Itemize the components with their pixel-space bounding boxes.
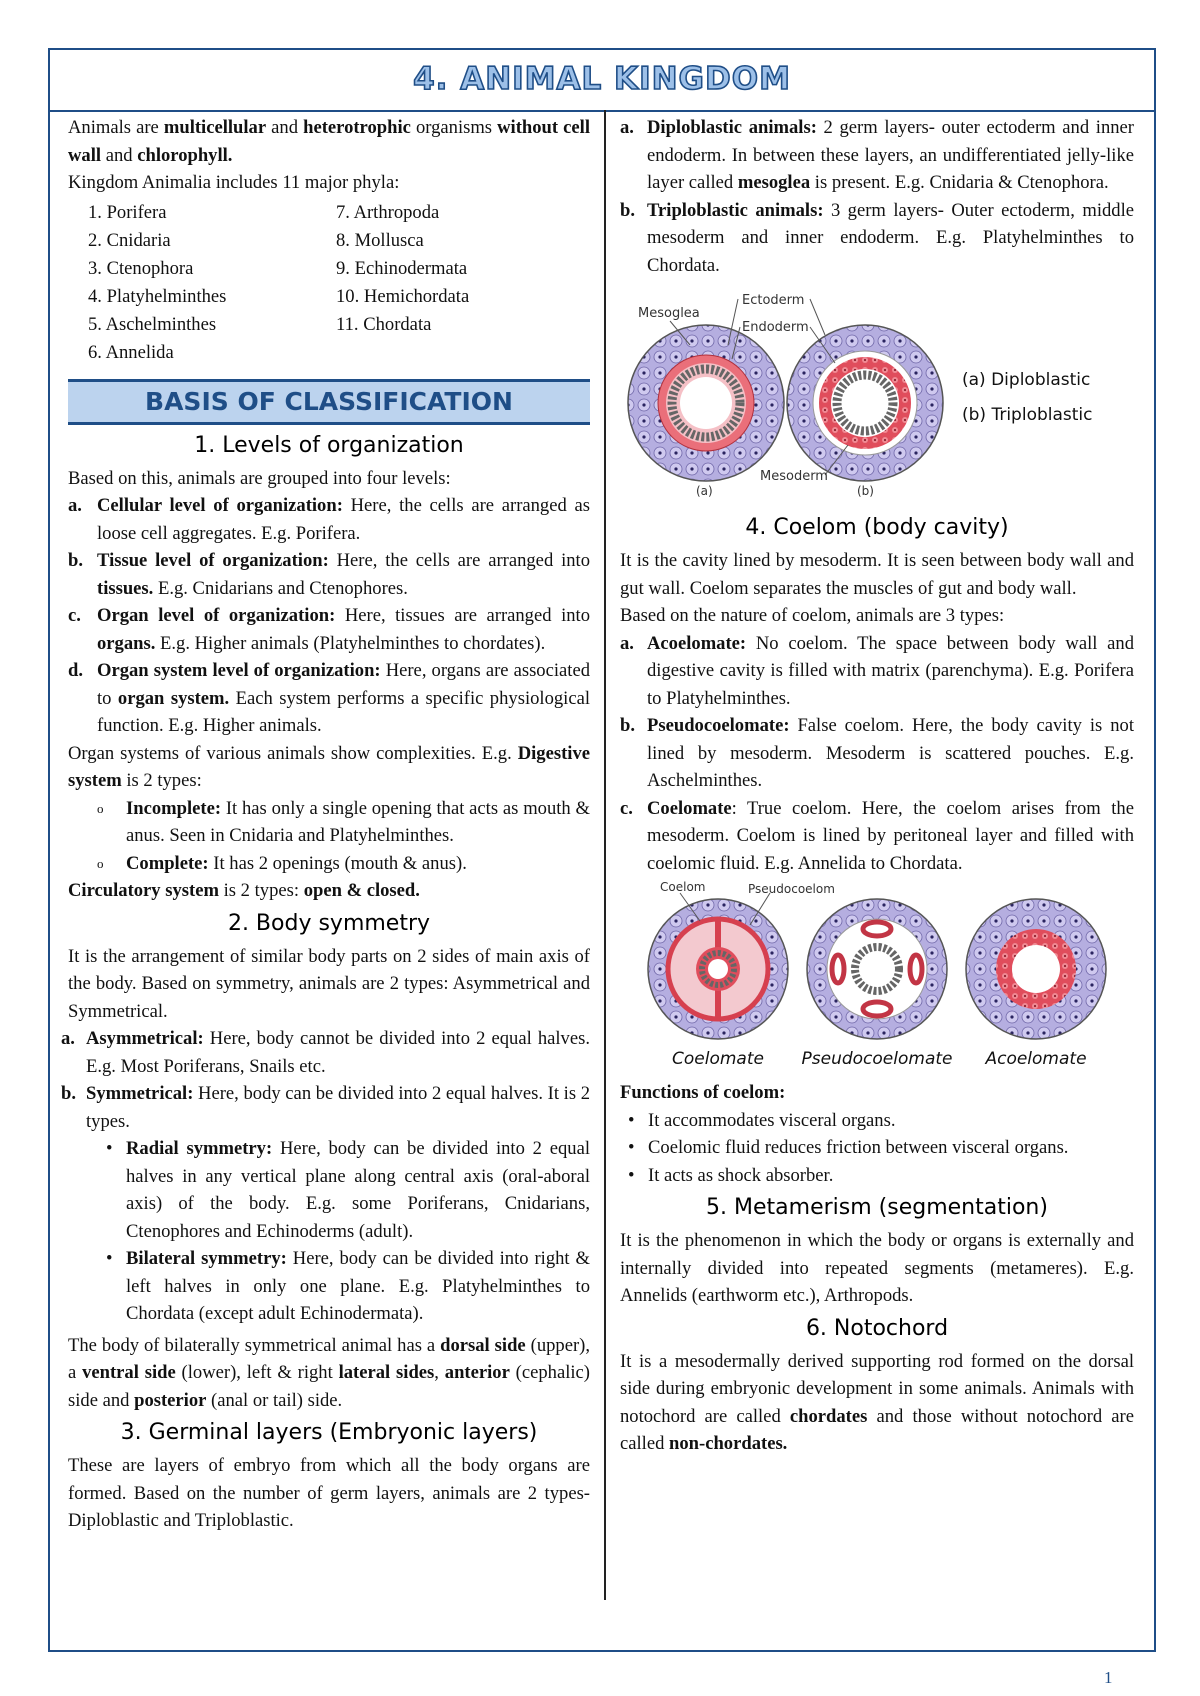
term: chordates [789, 1405, 868, 1427]
list-item: 11. Chordata [336, 313, 432, 335]
term: Organ level of organization: [97, 605, 336, 626]
section-banner: BASIS OF CLASSIFICATION [68, 379, 590, 425]
germ-layers-diagram [620, 285, 1134, 513]
list-item: 2. Cnidaria [88, 229, 171, 251]
definition: is present. E.g. Cnidaria & Ctenophora. [810, 172, 1109, 193]
definition: 2 germ layers- outer ectoderm and inner endoderm. In between these layers, an undifferentiated jelly-like layer called [647, 117, 1134, 193]
list-item [68, 492, 590, 547]
list-item: 4. Platyhelminthes [88, 285, 227, 307]
page-number: 1 [1104, 1668, 1113, 1687]
pseudocoelom-label: Pseudocoelom [748, 882, 835, 896]
term: mesoglea [737, 172, 811, 193]
pseudocoelomate-diagram [807, 899, 947, 1039]
legend-diploblastic: (a) Diploblastic [962, 370, 1091, 390]
list-item [620, 712, 1134, 795]
term: Diploblastic animals: [647, 117, 817, 138]
term: Digestive system [68, 742, 590, 791]
bilateral-sides-paragraph [68, 1332, 590, 1415]
text: , [434, 1362, 445, 1383]
levels-intro: Based on this, animals are grouped into four levels: [68, 467, 451, 489]
endoderm-label: Endoderm [742, 320, 809, 335]
definition: Here, body can be divided into right & left halves in only one plane. E.g. Platyhelminthes to Chordata (except adult Echinodermata). [126, 1248, 590, 1324]
bullet-icon: • [106, 1138, 113, 1159]
triploblastic-diagram [787, 325, 943, 481]
right-column [620, 114, 1134, 1458]
ectoderm-label: Ectoderm [742, 293, 805, 308]
bullet-icon: • [106, 1248, 113, 1269]
term: Pseudocoelomate: [647, 715, 790, 736]
label-b: (b) [857, 484, 874, 498]
term: Cellular level of organization: [97, 495, 343, 516]
phyla-list-col1 [88, 199, 336, 367]
definition: It has only a single opening that acts as mouth & anus. Seen in Cnidaria and Platyhelminthes. [126, 797, 590, 846]
definition: False coelom. Here, the body cavity is not lined by mesoderm. Mesoderm is scattered pouches. E.g. Aschelminthes. [647, 715, 1134, 791]
left-column [61, 114, 590, 1535]
title-bar [50, 50, 1154, 112]
definition: Here, tissues are arranged into [335, 605, 590, 626]
list-item: 8. Mollusca [336, 229, 424, 251]
term: Circulatory system [68, 880, 219, 901]
text: (cephalic) side and [68, 1362, 590, 1411]
term: Incomplete: [126, 797, 222, 819]
caption-acoelomate: Acoelomate [985, 1049, 1087, 1069]
list-item: 1. Porifera [88, 201, 167, 223]
list-item [61, 1080, 590, 1135]
definition: Each system performs a specific physiological function. E.g. Higher animals. [97, 687, 590, 736]
list-marker: a. [620, 117, 634, 138]
term: ventral side [82, 1362, 176, 1383]
term: Organ system level of organization: [97, 660, 381, 681]
metamerism-text: It is the phenomenon in which the body or organs is externally and internally divided into repeated segments (metameres). E.g. Annelids (earthworm etc.), Arthropods. [620, 1230, 1134, 1306]
sub-marker: o [97, 855, 104, 871]
list-marker: a. [61, 1028, 75, 1049]
term: Acoelomate: [647, 632, 747, 654]
bullet-item [106, 1135, 590, 1245]
coelom-intro: It is the cavity lined by mesoderm. It is seen between body wall and gut wall. Coelom separates the muscles of gut and body wall. [620, 550, 1134, 599]
term: Complete: [126, 852, 209, 874]
organ-systems-note [68, 740, 590, 795]
term: organs. [97, 632, 156, 654]
caption-pseudocoelomate: Pseudocoelomate [801, 1049, 953, 1069]
term: Triploblastic animals: [647, 199, 824, 221]
intro-bold: multicellular [163, 117, 267, 138]
intro-text: and [101, 144, 138, 166]
mesoglea-label: Mesoglea [638, 306, 700, 321]
sub-list-item [97, 850, 590, 878]
definition: Here, body can be divided into 2 equal halves. It is 2 types. [86, 1083, 590, 1132]
list-marker: c. [620, 797, 633, 819]
term: Symmetrical: [86, 1083, 194, 1104]
term: tissues. [97, 577, 154, 599]
definition: is 2 types: [218, 880, 304, 901]
bullet-item [628, 1134, 1134, 1162]
legend-triploblastic: (b) Triploblastic [962, 405, 1093, 425]
definition: Here, the cells are arranged into [328, 550, 590, 571]
phyla-list [88, 199, 590, 367]
caption-coelomate: Coelomate [672, 1049, 764, 1069]
mesoderm-label: Mesoderm [760, 469, 828, 484]
acoelomate-diagram [966, 899, 1106, 1039]
circulatory-note [68, 877, 590, 905]
sub-marker: o [97, 800, 104, 816]
list-marker: b. [620, 199, 635, 221]
definition: 3 germ layers- Outer ectoderm, middle mesoderm and inner endoderm. E.g. Platyhelminthes to Chordata. [647, 199, 1134, 276]
bullet-item [628, 1107, 1134, 1135]
phyla-intro: Kingdom Animalia includes 11 major phyla: [68, 172, 400, 193]
bullet-icon: • [628, 1109, 635, 1131]
term: Bilateral symmetry: [126, 1248, 287, 1269]
list-marker: d. [68, 660, 83, 681]
function-text: It acts as shock absorber. [648, 1164, 834, 1186]
coelom-diagram [620, 881, 1134, 1077]
coelom-label: Coelom [660, 881, 706, 894]
definition: Here, body cannot be divided into 2 equal halves. E.g. Most Poriferans, Snails etc. [86, 1028, 590, 1077]
list-marker: b. [68, 550, 83, 571]
symmetry-heading: 2. Body symmetry [227, 910, 431, 936]
text: (lower), left & right [175, 1362, 339, 1383]
column-divider [604, 110, 606, 1600]
intro-text: Animals are [68, 117, 164, 138]
function-text: It accommodates visceral organs. [648, 1109, 896, 1131]
term: Asymmetrical: [86, 1028, 204, 1049]
term: Coelomate [647, 797, 732, 819]
definition: Here, the cells are arranged as loose cell aggregates. E.g. Porifera. [97, 495, 590, 544]
list-marker: a. [620, 632, 634, 654]
text: It is a mesodermally derived supporting rod formed on the dorsal side during embryonic development in some animals. Animals with notochord are called [620, 1350, 1134, 1427]
text: (upper), a [68, 1334, 590, 1383]
definition: Here, organs are associated to [97, 660, 590, 709]
list-item: 10. Hemichordata [336, 285, 470, 307]
list-item: 6. Annelida [88, 341, 174, 363]
definition: E.g. Cnidarians and Ctenophores. [153, 577, 408, 599]
page-title: 4. ANIMAL KINGDOM [413, 61, 791, 97]
term: non-chordates. [669, 1433, 788, 1454]
list-item: 3. Ctenophora [88, 257, 194, 279]
definition: Here, body can be divided into 2 equal halves in any vertical plane along central axis (oral-aboral axis) of the body. E.g. some Poriferans, Cnidarians, Ctenophores and Echinoderms (adult). [126, 1138, 590, 1242]
intro-text: and [266, 117, 304, 138]
bullet-item [628, 1162, 1134, 1190]
intro-paragraph [68, 114, 590, 169]
definition: It has 2 openings (mouth & anus). [208, 852, 467, 874]
definition: No coelom. The space between body wall and digestive cavity is filled with matrix (parenchyma). E.g. Porifera to Platyhelminthes. [647, 632, 1134, 709]
notochord-text [620, 1348, 1134, 1458]
term: anterior [444, 1362, 510, 1383]
list-marker: c. [68, 605, 81, 626]
bullet-item [106, 1245, 590, 1328]
coelomate-diagram [648, 899, 788, 1039]
intro-bold: without cell wall [68, 117, 590, 166]
germinal-heading: 3. Germinal layers (Embryonic layers) [120, 1420, 538, 1445]
function-text: Coelomic fluid reduces friction between visceral organs. [648, 1137, 1069, 1158]
text: and those without notochord are called [620, 1405, 1134, 1454]
list-item: 9. Echinodermata [336, 257, 468, 279]
bullet-icon: • [628, 1164, 635, 1186]
definition: is 2 types: [121, 770, 202, 791]
intro-bold: chlorophyll. [137, 144, 233, 166]
text: (anal or tail) side. [206, 1389, 343, 1411]
list-item [620, 795, 1134, 878]
list-item [61, 1025, 590, 1080]
intro-text: organisms [410, 117, 498, 138]
term: lateral sides [338, 1362, 435, 1383]
coelom-figure [620, 881, 1134, 1077]
germinal-intro: These are layers of embryo from which all the body organs are formed. Based on the number of germ layers, animals are 2 types- Diploblastic and Triploblastic. [68, 1455, 590, 1531]
levels-heading: 1. Levels of organization [194, 432, 464, 458]
diploblastic-diagram [628, 325, 784, 481]
term: Radial symmetry: [126, 1138, 273, 1159]
coelom-heading: 4. Coelom (body cavity) [745, 515, 1009, 540]
term: Functions of coelom: [620, 1082, 786, 1103]
list-item: 5. Aschelminthes [88, 313, 217, 335]
term: dorsal side [440, 1334, 526, 1356]
intro-bold: heterotrophic [303, 117, 411, 138]
page-frame [48, 48, 1156, 1652]
list-item: 7. Arthropoda [336, 201, 440, 223]
list-item [620, 114, 1134, 197]
metamerism-heading: 5. Metamerism (segmentation) [706, 1195, 1048, 1220]
term: posterior [134, 1389, 207, 1411]
list-item [68, 602, 590, 657]
list-marker: a. [68, 495, 82, 516]
term: organ system. [117, 687, 230, 709]
list-item [68, 657, 590, 740]
bullet-icon: • [628, 1137, 635, 1158]
notochord-heading: 6. Notochord [805, 1315, 949, 1341]
definition: : True coelom. Here, the coelom arises from the mesoderm. Coelom is lined by peritoneal layer and filled with coelomic fluid. E.g. Annelida to Chordata. [647, 797, 1134, 874]
list-marker: b. [61, 1083, 76, 1104]
list-marker: b. [620, 715, 635, 736]
functions-heading [620, 1079, 1134, 1107]
label-a: (a) [696, 484, 713, 498]
list-item [68, 547, 590, 602]
term: open & closed. [303, 880, 420, 901]
definition: E.g. Higher animals (Platyhelminthes to chordates). [155, 632, 546, 654]
symmetry-intro: It is the arrangement of similar body parts on 2 sides of main axis of the body. Based on symmetry, animals are 2 types: Asymmetrical and Symmetrical. [68, 945, 590, 1022]
sub-list-item [97, 795, 590, 850]
definition: Organ systems of various animals show complexities. E.g. [68, 742, 518, 764]
coelom-intro-2: Based on the nature of coelom, animals are 3 types: [620, 605, 1005, 626]
text: The body of bilaterally symmetrical animal has a [68, 1334, 441, 1356]
germ-layers-figure [620, 285, 1134, 513]
list-item [620, 630, 1134, 713]
term: Tissue level of organization: [97, 550, 329, 571]
phyla-list-col2 [336, 199, 469, 367]
list-item [620, 197, 1134, 280]
